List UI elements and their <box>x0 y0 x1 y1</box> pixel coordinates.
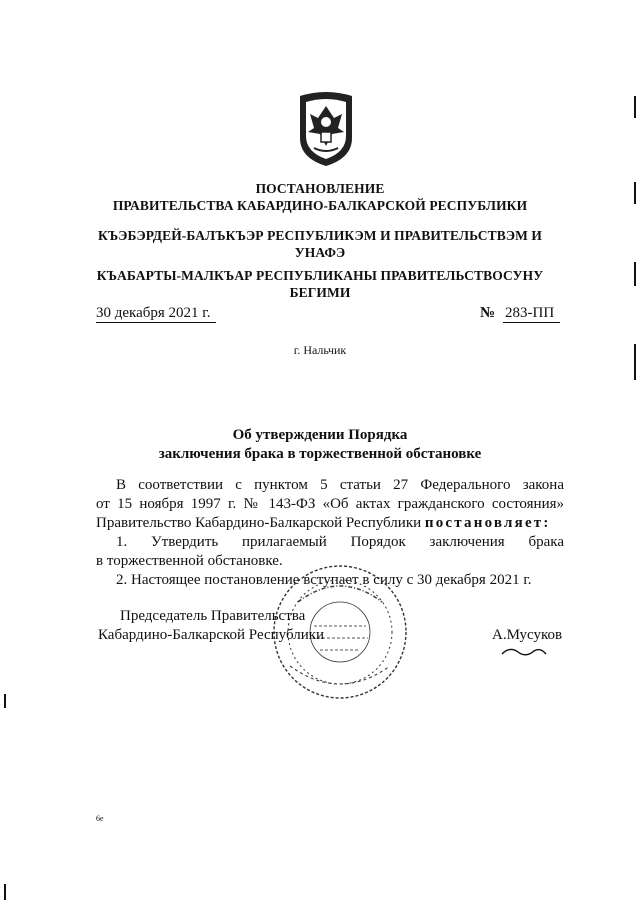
date-underline <box>96 322 216 323</box>
document-date: 30 декабря 2021 г. <box>96 305 211 321</box>
government-name-kabardian: КЪЭБЭРДЕЙ-БАЛЪКЪЭР РЕСПУБЛИКЭМ И ПРАВИТЕЛЬСТВЭМ И <box>97 228 543 243</box>
paragraph-1-line-2: от 15 ноября 1997 г. № 143-ФЗ «Об актах гражданского состояния» <box>96 496 564 512</box>
number-underline <box>503 322 560 323</box>
signatory-title-line-2: Кабардино-Балкарской Республики <box>98 627 325 643</box>
government-name-russian: ПРАВИТЕЛЬСТВА КАБАРДИНО-БАЛКАРСКОЙ РЕСПУБЛИКИ <box>112 198 528 213</box>
signatory-name: А.Мусуков <box>492 627 563 643</box>
signatory-title-line-1: Председатель Правительства <box>120 608 306 624</box>
paragraph-3: 2. Настоящее постановление вступает в силу с 30 декабря 2021 г. <box>116 572 532 588</box>
paragraph-2-line-1: 1. Утвердить прилагаемый Порядок заключения брака <box>116 534 564 550</box>
paragraph-1-line-3 <box>96 514 564 533</box>
paragraph-2-line-2: в торжественной обстановке. <box>96 553 283 569</box>
number-label: № <box>480 305 496 321</box>
government-name-kabardian-cont: УНАФЭ <box>294 245 346 260</box>
scan-margin-mark <box>634 262 636 286</box>
resolve-verb: постановляет: <box>424 515 551 531</box>
paragraph-1-line-3-text: Правительство Кабардино-Балкарской Республики <box>96 515 422 531</box>
subject-line-2: заключения брака в торжественной обстановке <box>158 446 482 462</box>
government-name-balkar: КЪАБАРТЫ-МАЛКЪАР РЕСПУБЛИКАНЫ ПРАВИТЕЛЬСТВОСУНУ <box>96 268 544 283</box>
document-number: 283-ПП <box>505 305 555 321</box>
subject-line-1: Об утверждении Порядка <box>232 427 408 443</box>
footer-mark: 6е <box>96 814 104 823</box>
scan-margin-mark <box>634 344 636 380</box>
doc-type-title: ПОСТАНОВЛЕНИЕ <box>255 181 385 196</box>
scan-margin-mark <box>634 96 636 118</box>
city: г. Нальчик <box>293 343 347 357</box>
handwritten-signature <box>500 642 550 662</box>
paragraph-1-line-1: В соответствии с пунктом 5 статьи 27 Федерального закона <box>116 477 564 493</box>
scan-margin-mark <box>4 884 6 900</box>
coat-of-arms-emblem <box>296 88 356 168</box>
government-name-balkar-cont: БЕГИМИ <box>289 285 351 300</box>
scan-margin-mark <box>634 182 636 204</box>
scan-margin-mark <box>4 694 6 708</box>
